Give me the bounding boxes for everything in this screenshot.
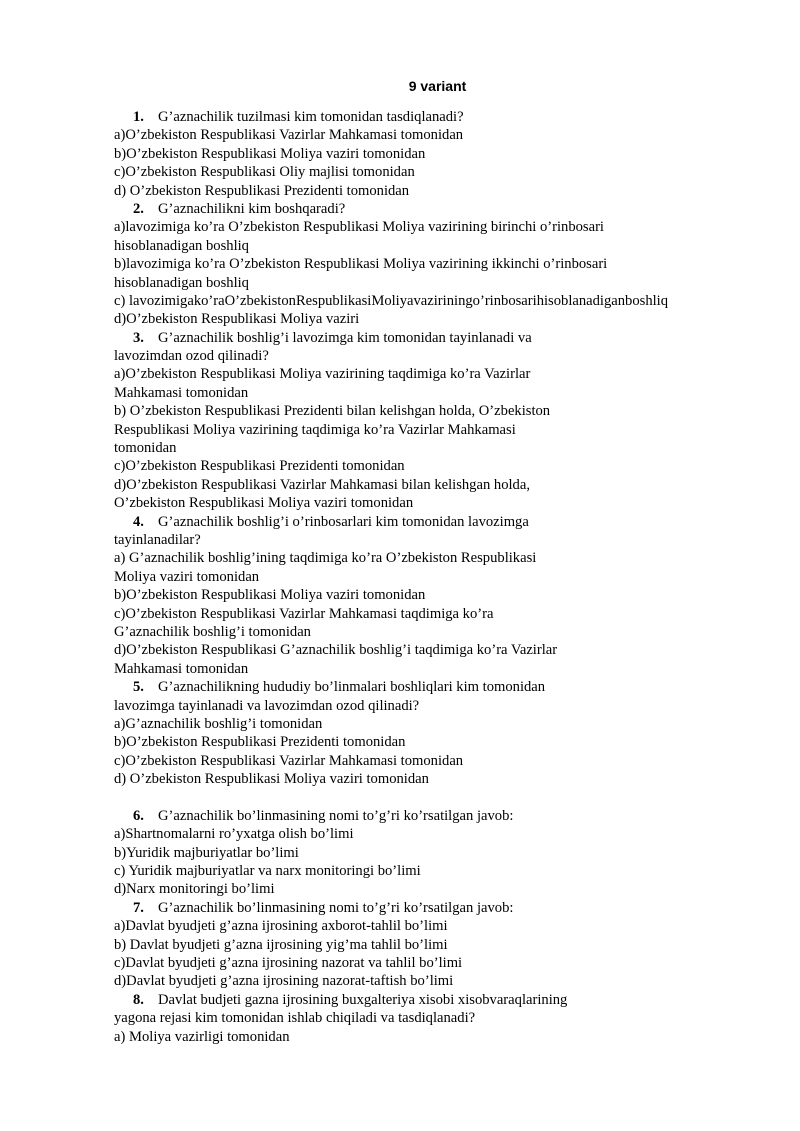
answer-option bbox=[114, 182, 774, 200]
answer-line: a)O’zbekiston Respublikasi Vazirlar Mahkamasi tomonidan bbox=[114, 127, 464, 144]
answer-line: d)Narx monitoringi bo’limi bbox=[114, 881, 275, 898]
answer-option bbox=[114, 715, 774, 733]
answer-option bbox=[114, 292, 774, 310]
question-line: G’aznachilik bo’linmasining nomi to’g’ri ko’rsatilgan javob: bbox=[158, 899, 514, 916]
question-text bbox=[114, 200, 774, 218]
question-number: 2. bbox=[133, 200, 144, 217]
question-line: G’aznachilikni kim boshqaradi? bbox=[158, 200, 346, 217]
answer-line: d)Davlat byudjeti g’azna ijrosining nazorat-taftish bo’limi bbox=[114, 973, 454, 990]
answer-option bbox=[114, 402, 774, 457]
answer-line: d) O’zbekiston Respublikasi Moliya vaziri tomonidan bbox=[114, 771, 429, 788]
answer-line: a) Moliya vazirligi tomonidan bbox=[114, 1028, 290, 1045]
answer-option bbox=[114, 476, 774, 513]
answer-option bbox=[114, 145, 774, 163]
question-list bbox=[114, 108, 774, 1046]
question-text bbox=[114, 108, 774, 126]
question-block bbox=[114, 899, 774, 991]
answer-line: b) Davlat byudjeti g’azna ijrosining yig’ma tahlil bo’limi bbox=[114, 936, 448, 953]
answer-line: a)Shartnomalarni ro’yxatga olish bo’limi bbox=[114, 826, 354, 843]
answer-line: Mahkamasi tomonidan bbox=[114, 384, 249, 401]
answer-line: a) G’aznachilik boshlig’ining taqdimiga ko’ra O’zbekiston Respublikasi bbox=[114, 550, 537, 567]
answer-line: b)lavozimiga ko’ra O’zbekiston Respublikasi Moliya vazirining ikkinchi o’rinbosari bbox=[114, 256, 608, 273]
question-block bbox=[114, 991, 774, 1046]
answer-option bbox=[114, 954, 774, 972]
answer-line: c)Davlat byudjeti g’azna ijrosining nazorat va tahlil bo’limi bbox=[114, 954, 463, 971]
answer-line: d)O’zbekiston Respublikasi Vazirlar Mahkamasi bilan kelishgan holda, bbox=[114, 476, 530, 493]
answer-option bbox=[114, 457, 774, 475]
answer-option bbox=[114, 825, 774, 843]
answer-line: b)Yuridik majburiyatlar bo’limi bbox=[114, 844, 299, 861]
answer-option bbox=[114, 1028, 774, 1046]
question-text-continued: tayinlanadilar? bbox=[114, 531, 201, 548]
question-block bbox=[114, 807, 774, 899]
question-block bbox=[114, 678, 774, 788]
answer-option bbox=[114, 586, 774, 604]
question-text-continued: lavozimga tayinlanadi va lavozimdan ozod qilinadi? bbox=[114, 697, 420, 714]
answer-option bbox=[114, 880, 774, 898]
answer-line: c) Yuridik majburiyatlar va narx monitoringi bo’limi bbox=[114, 863, 421, 880]
answer-option bbox=[114, 218, 774, 255]
answer-line: c)O’zbekiston Respublikasi Vazirlar Mahkamasi taqdimiga ko’ra bbox=[114, 605, 494, 622]
question-text-continued: yagona rejasi kim tomonidan ishlab chiqiladi va tasdiqlanadi? bbox=[114, 1010, 476, 1027]
answer-option bbox=[114, 733, 774, 751]
question-line: G’aznachilik boshlig’i lavozimga kim tomonidan tayinlanadi va bbox=[158, 329, 532, 346]
answer-option bbox=[114, 641, 774, 678]
question-number: 6. bbox=[133, 807, 144, 824]
question-line: G’aznachilik boshlig’i o’rinbosarlari kim tomonidan lavozimga bbox=[158, 513, 529, 530]
question-line: G’aznachilik tuzilmasi kim tomonidan tasdiqlanadi? bbox=[158, 109, 464, 125]
answer-line: a)G’aznachilik boshlig’i tomonidan bbox=[114, 715, 323, 732]
answer-option bbox=[114, 844, 774, 862]
answer-option bbox=[114, 163, 774, 181]
answer-option bbox=[114, 862, 774, 880]
answer-option bbox=[114, 549, 774, 586]
blank-line bbox=[114, 788, 774, 806]
question-line: G’aznachilik bo’linmasining nomi to’g’ri ko’rsatilgan javob: bbox=[158, 807, 514, 824]
answer-line: Mahkamasi tomonidan bbox=[114, 660, 249, 677]
question-text bbox=[114, 329, 774, 347]
question-text bbox=[114, 678, 774, 696]
answer-option bbox=[114, 972, 774, 990]
answer-option bbox=[114, 126, 774, 144]
answer-line: c) lavozimigako’raO’zbekistonRespublikasiMoliyavaziriningo’rinbosarihisoblanadiganboshliq bbox=[114, 292, 669, 309]
answer-line: hisoblanadigan boshliq bbox=[114, 237, 249, 254]
question-block bbox=[114, 329, 774, 513]
answer-line: b)O’zbekiston Respublikasi Prezidenti tomonidan bbox=[114, 734, 406, 751]
answer-line: a)lavozimiga ko’ra O’zbekiston Respublikasi Moliya vazirining birinchi o’rinbosari bbox=[114, 219, 604, 236]
answer-line: G’aznachilik boshlig’i tomonidan bbox=[114, 623, 311, 640]
answer-line: d)O’zbekiston Respublikasi G’aznachilik boshlig’i taqdimiga ko’ra Vazirlar bbox=[114, 642, 558, 659]
answer-line: c)O’zbekiston Respublikasi Prezidenti tomonidan bbox=[114, 458, 405, 475]
page-title: 9 variant bbox=[408, 78, 467, 94]
answer-line: d) O’zbekiston Respublikasi Prezidenti tomonidan bbox=[114, 182, 410, 199]
question-number: 3. bbox=[133, 329, 144, 346]
question-block bbox=[114, 513, 774, 679]
answer-option bbox=[114, 605, 774, 642]
question-line: G’aznachilikning hududiy bo’linmalari boshliqlari kim tomonidan bbox=[158, 679, 546, 696]
answer-line: tomonidan bbox=[114, 440, 177, 457]
question-text bbox=[114, 899, 774, 917]
answer-line: b) O’zbekiston Respublikasi Prezidenti bilan kelishgan holda, O’zbekiston bbox=[114, 403, 551, 420]
question-number: 7. bbox=[133, 899, 144, 916]
question-text bbox=[114, 807, 774, 825]
answer-line: a)Davlat byudjeti g’azna ijrosining axborot-tahlil bo’limi bbox=[114, 918, 448, 935]
question-number: 5. bbox=[133, 679, 144, 696]
answer-option bbox=[114, 752, 774, 770]
answer-line: O’zbekiston Respublikasi Moliya vaziri tomonidan bbox=[114, 495, 414, 512]
answer-line: a)O’zbekiston Respublikasi Moliya vazirining taqdimiga ko’ra Vazirlar bbox=[114, 366, 531, 383]
answer-option bbox=[114, 310, 774, 328]
question-text bbox=[114, 513, 774, 531]
answer-option bbox=[114, 255, 774, 292]
question-text-continued: lavozimdan ozod qilinadi? bbox=[114, 348, 269, 365]
question-number: 8. bbox=[133, 991, 144, 1008]
answer-line: d)O’zbekiston Respublikasi Moliya vaziri bbox=[114, 311, 360, 328]
answer-line: c)O’zbekiston Respublikasi Oliy majlisi tomonidan bbox=[114, 164, 415, 181]
question-line: Davlat budjeti gazna ijrosining buxgalteriya xisobi xisobvaraqlarining bbox=[158, 991, 568, 1008]
answer-line: Respublikasi Moliya vazirining taqdimiga ko’ra Vazirlar Mahkamasi bbox=[114, 421, 516, 438]
answer-line: hisoblanadigan boshliq bbox=[114, 274, 249, 291]
answer-option bbox=[114, 936, 774, 954]
answer-line: Moliya vaziri tomonidan bbox=[114, 568, 260, 585]
answer-line: c)O’zbekiston Respublikasi Vazirlar Mahkamasi tomonidan bbox=[114, 752, 464, 769]
question-text bbox=[114, 991, 774, 1009]
answer-line: b)O’zbekiston Respublikasi Moliya vaziri tomonidan bbox=[114, 587, 426, 604]
question-block bbox=[114, 200, 774, 329]
answer-option bbox=[114, 365, 774, 402]
answer-option bbox=[114, 917, 774, 935]
question-block bbox=[114, 108, 774, 200]
answer-option bbox=[114, 770, 774, 788]
question-number: 1. bbox=[133, 109, 144, 125]
answer-line: b)O’zbekiston Respublikasi Moliya vaziri tomonidan bbox=[114, 145, 426, 162]
question-number: 4. bbox=[133, 513, 144, 530]
